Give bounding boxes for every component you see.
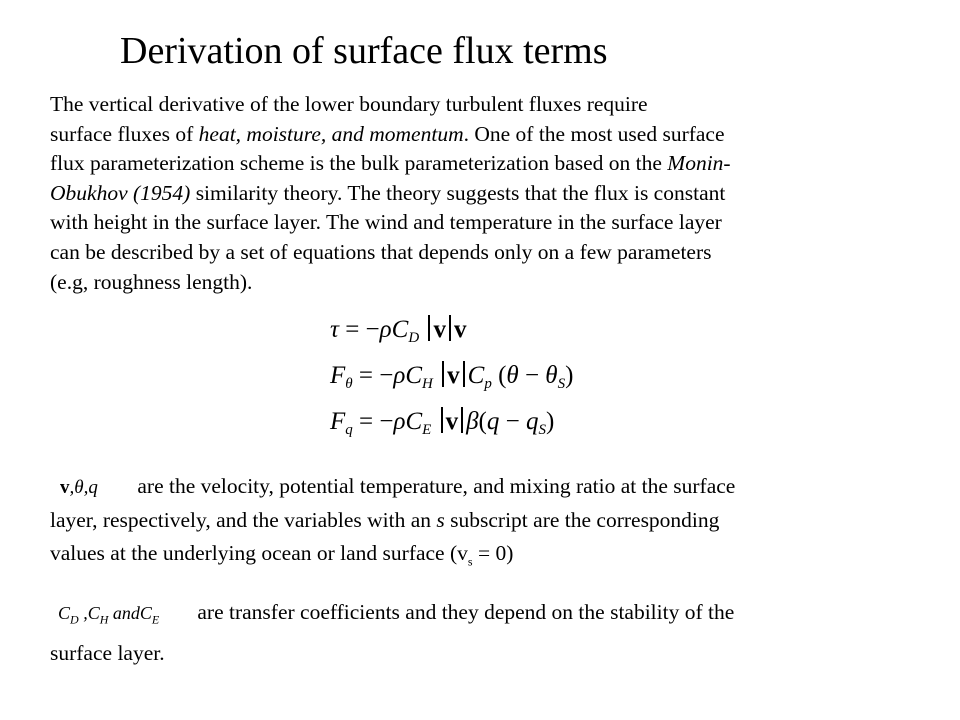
flux-equations (330, 308, 573, 446)
momentum-flux-equation: $\tau = -\rho C_D$ v v (330, 316, 467, 346)
definition-line-5: surface layer. (50, 640, 165, 665)
intro-line-7: (e.g, roughness length). (50, 269, 253, 294)
slide-title: Derivation of surface flux terms (120, 30, 608, 72)
state-variables-symbol: v,θ,q (60, 477, 98, 498)
transfer-coefficients-symbol: $C_D$ $,C_H$ andC$_E$ (58, 603, 160, 627)
intro-line-5: with height in the surface layer. The wind and temperature in the surface layer (50, 210, 722, 235)
intro-line-2: surface fluxes of heat, moisture, and momentum. One of the most used surface (50, 121, 725, 146)
intro-line-3: flux parameterization scheme is the bulk parameterization based on the Monin- (50, 151, 731, 176)
intro-line-4: Obukhov (1954) similarity theory. The theory suggests that the flux is constant (50, 180, 726, 205)
emphasis-obukhov: Obukhov (1954) (50, 180, 191, 205)
definition-line-1: v,θ,q are the velocity, potential temperature, and mixing ratio at the surface (50, 470, 920, 504)
emphasis-fluxes: heat, moisture, and momentum (198, 121, 464, 146)
moisture-flux-equation: $F_q = -\rho C_E$ v $\beta(q - q_S)$ (330, 408, 555, 438)
emphasis-monin: Monin- (667, 151, 731, 176)
definition-line-2: layer, respectively, and the variables with an s subscript are the corresponding (50, 508, 720, 532)
definition-line-4: $C_D$ $,C_H$ andC$_E$ are transfer coefficients and they depend on the stability of the (50, 596, 920, 637)
heat-flux-equation: $F_\theta = -\rho C_H$ v $C_p$ $(\theta - \theta_S)$ (330, 362, 574, 392)
variable-definitions (50, 470, 920, 670)
intro-line-1: The vertical derivative of the lower boundary turbulent fluxes require (50, 92, 648, 116)
intro-line-6: can be described by a set of equations that depends only on a few parameters (50, 239, 712, 264)
definition-line-3: values at the underlying ocean or land surface $(v_s = 0)$ (50, 541, 514, 569)
intro-paragraph (50, 90, 910, 297)
